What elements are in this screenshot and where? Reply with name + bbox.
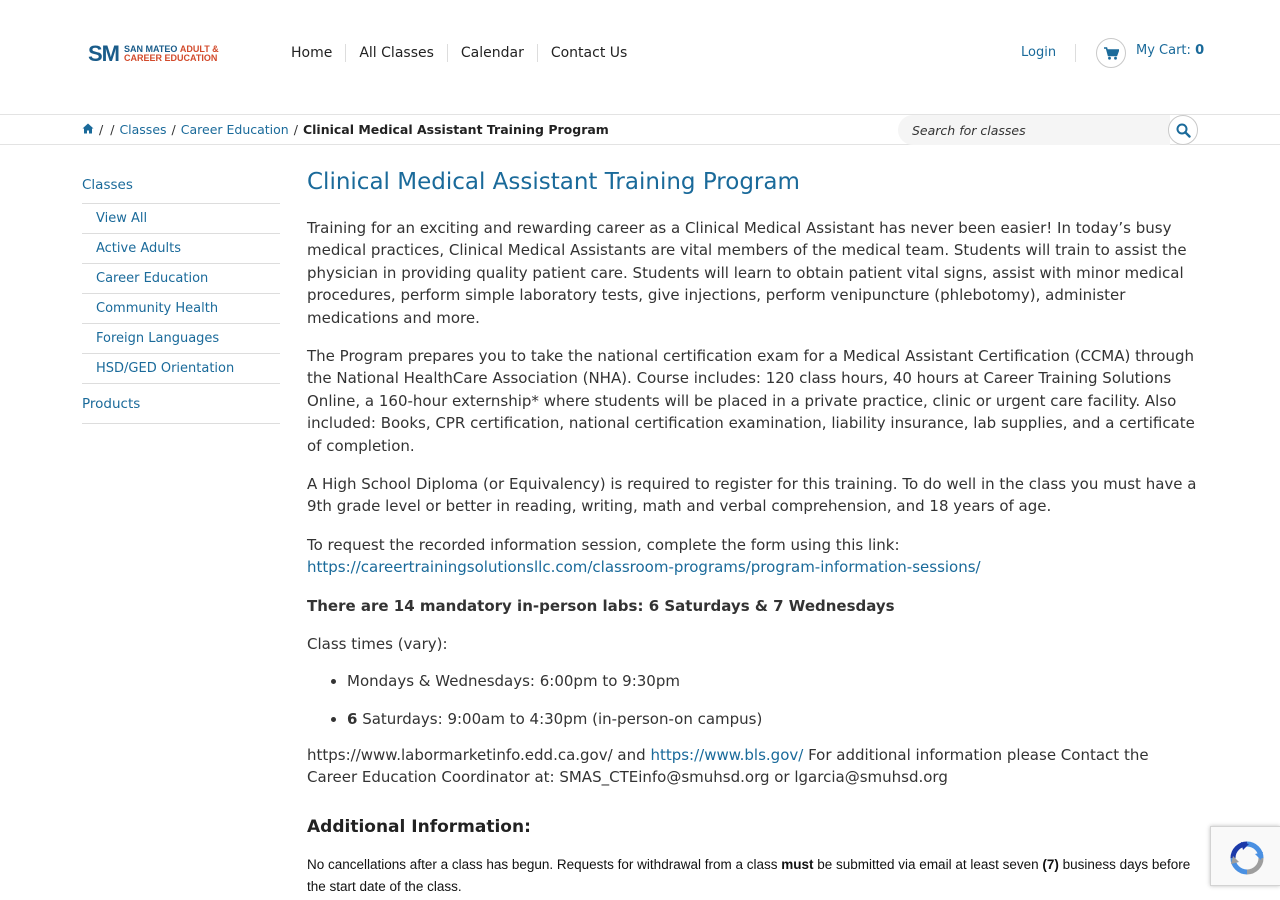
sidebar-heading-products[interactable]: Products bbox=[82, 384, 280, 424]
sidebar-item-foreign-languages[interactable]: Foreign Languages bbox=[82, 324, 280, 354]
labs-notice: There are 14 mandatory in-person labs: 6 Saturdays & 7 Wednesdays bbox=[307, 596, 895, 615]
breadcrumb-current: Clinical Medical Assistant Training Program bbox=[302, 122, 609, 137]
logo-line1-accent: ADULT & bbox=[179, 44, 219, 54]
main-nav bbox=[278, 44, 640, 62]
sidebar-item-view-all[interactable]: View All bbox=[82, 204, 280, 234]
list-item bbox=[347, 708, 1200, 730]
page-title: Clinical Medical Assistant Training Program bbox=[307, 169, 800, 195]
nav-calendar[interactable]: Calendar bbox=[447, 44, 537, 62]
contact-text: For additional information please Contact the Career Education Coordinator at: SMAS_CTEinfo@smuhsd.org or lgarcia@smuhsd.org bbox=[307, 745, 1149, 786]
site-logo[interactable] bbox=[88, 41, 219, 67]
breadcrumb-separator: / bbox=[110, 122, 115, 137]
cancellation-policy bbox=[307, 854, 1200, 898]
info-session-text: To request the recorded information session, complete the form using this link: bbox=[307, 535, 900, 554]
logo-line2: CAREER EDUCATION bbox=[124, 53, 218, 63]
bls-link[interactable]: https://www.bls.gov/ bbox=[650, 745, 804, 764]
list-item: • Mondays & Wednesdays: 6:00pm to 9:30pm bbox=[347, 670, 1200, 692]
sidebar-item-community-health[interactable]: Community Health bbox=[82, 294, 280, 324]
search-icon bbox=[1176, 123, 1191, 138]
search-button[interactable] bbox=[1168, 115, 1198, 145]
breadcrumb-career-education[interactable]: Career Education bbox=[180, 122, 289, 137]
nav-contact-us[interactable]: Contact Us bbox=[537, 44, 640, 62]
contact-paragraph bbox=[307, 744, 1200, 789]
sidebar-heading-classes[interactable]: Classes bbox=[82, 170, 280, 204]
description-paragraph: Training for an exciting and rewarding career as a Clinical Medical Assistant has never been easier! In today’s busy medical practices, Clinical Medical Assistants are vital members of the medical team. Students will train to assist the physician in providing quality patient care. Students will learn to obtain patient vital signs, assist with minor medical procedures, perform simple laboratory tests, give injections, perform venipuncture (phlebotomy), administer medications and more. bbox=[307, 219, 1187, 327]
nav-all-classes[interactable]: All Classes bbox=[345, 44, 447, 62]
main-content bbox=[307, 167, 1200, 898]
logo-mark: SM bbox=[88, 41, 119, 66]
labormarket-text: https://www.labormarketinfo.edd.ca.gov/ and bbox=[307, 745, 651, 764]
logo-text bbox=[124, 45, 219, 63]
cancel-text: No cancellations after a class has begun. Requests for withdrawal from a class bbox=[307, 857, 782, 873]
program-paragraph: The Program prepares you to take the national certification exam for a Medical Assistant Certification (CCMA) through the National HealthCare Association (NHA). Course includes: 120 class hours, 40 hours at Career Training Solutions Online, a 160-hour externship* where students will be placed in a private practice, clinic or urgent care facility. Also included: Books, CPR certification, national certification examination, liability insurance, lab supplies, and a certificate of completion. bbox=[307, 347, 1195, 455]
recaptcha-badge[interactable] bbox=[1210, 826, 1280, 886]
breadcrumb-separator: / bbox=[99, 122, 104, 137]
requirements-paragraph: A High School Diploma (or Equivalency) is required to register for this training. To do well in the class you must have a 9th grade level or better in reading, writing, math and verbal comprehension, and 18 years of age. bbox=[307, 475, 1197, 516]
recaptcha-icon bbox=[1230, 841, 1264, 875]
sidebar-item-active-adults[interactable]: Active Adults bbox=[82, 234, 280, 264]
breadcrumb-separator: / bbox=[293, 122, 298, 137]
breadcrumb-separator: / bbox=[171, 122, 176, 137]
sidebar bbox=[82, 170, 280, 424]
cart-icon bbox=[1104, 47, 1119, 60]
cart-text: My Cart: bbox=[1136, 43, 1191, 58]
additional-info-heading: Additional Information: bbox=[307, 817, 531, 838]
breadcrumb-classes[interactable]: Classes bbox=[119, 122, 167, 137]
class-times-list bbox=[347, 670, 1200, 730]
cancel-text: be submitted via email at least seven bbox=[813, 857, 1043, 873]
search-input[interactable] bbox=[898, 115, 1170, 145]
header-divider bbox=[1075, 44, 1076, 62]
breadcrumb-bar bbox=[0, 114, 1280, 145]
cart-button[interactable] bbox=[1096, 38, 1126, 68]
search-form bbox=[898, 115, 1198, 145]
sidebar-item-hsd-ged-orientation[interactable]: HSD/GED Orientation bbox=[82, 354, 280, 384]
login-link[interactable]: Login bbox=[1021, 45, 1057, 60]
sidebar-item-career-education[interactable]: Career Education bbox=[82, 264, 280, 294]
breadcrumb bbox=[82, 122, 609, 137]
cancel-seven: (7) bbox=[1042, 857, 1059, 873]
home-icon bbox=[82, 123, 94, 134]
saturday-count: 6 bbox=[347, 709, 358, 728]
site-header bbox=[0, 0, 1280, 114]
saturday-times: Saturdays: 9:00am to 4:30pm (in-person-on campus) bbox=[357, 709, 763, 728]
cart-label[interactable] bbox=[1136, 43, 1204, 58]
breadcrumb-home[interactable] bbox=[82, 122, 94, 137]
cancel-must: must bbox=[781, 857, 814, 873]
info-session-link[interactable]: https://careertrainingsolutionsllc.com/classroom-programs/program-information-sessions/ bbox=[307, 558, 981, 577]
cart-count: 0 bbox=[1195, 43, 1205, 58]
class-times-label: Class times (vary): bbox=[307, 635, 448, 654]
nav-home[interactable]: Home bbox=[291, 45, 333, 61]
cancel-text: business days before the start date of the class. bbox=[307, 857, 1191, 895]
logo-line1: SAN MATEO bbox=[124, 44, 178, 54]
info-session-paragraph bbox=[307, 534, 1200, 579]
